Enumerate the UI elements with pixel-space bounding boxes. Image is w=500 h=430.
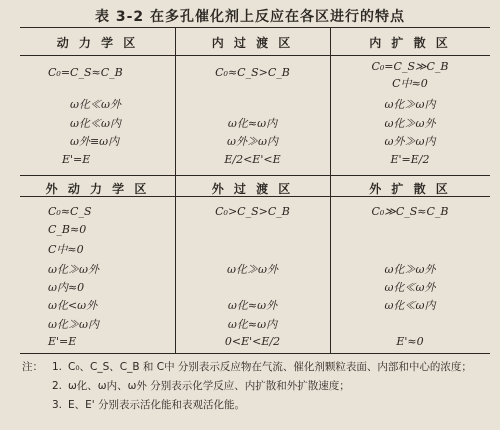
cell: E'=E/2 bbox=[390, 153, 430, 166]
cell: C中≈0 bbox=[48, 243, 84, 256]
note-prefix: 注： bbox=[22, 361, 43, 373]
cell: C₀≫C_S≈C_B bbox=[371, 205, 449, 218]
cell: ω外≫ω内 bbox=[227, 135, 278, 148]
cell: ω外≫ω内 bbox=[384, 135, 436, 148]
cell: C₀=C_S≈C_B bbox=[48, 66, 123, 79]
note-text: E、E' 分别表示活化能和表观活化能。 bbox=[68, 399, 245, 411]
cell: C中≈0 bbox=[392, 77, 428, 90]
cell: ω化<ω外 bbox=[48, 299, 98, 312]
cell: ω化≫ω外 bbox=[384, 263, 436, 276]
cell: ω化≪ω外 bbox=[384, 281, 436, 294]
cell: ω化≪ω外 bbox=[70, 98, 121, 111]
header-kinetic-zone: 动 力 学 区 bbox=[56, 36, 139, 50]
bottom-rule bbox=[20, 353, 490, 354]
cell: C₀>C_S>C_B bbox=[215, 205, 290, 218]
header-inner-diffusion-zone: 内 扩 散 区 bbox=[369, 36, 451, 50]
note-text: ω化、ω内、ω外 分别表示化学反应、内扩散和外扩散速度； bbox=[68, 380, 350, 392]
cell: 0<E'<E/2 bbox=[224, 335, 281, 348]
header-outer-kinetic-zone: 外 动 力 学 区 bbox=[45, 182, 150, 196]
header-outer-diffusion-zone: 外 扩 散 区 bbox=[369, 182, 451, 196]
cell: C₀=C_S≫C_B bbox=[371, 60, 449, 73]
header-rule-1 bbox=[20, 55, 490, 56]
table-title: 表 3-2 在多孔催化剂上反应在各区进行的特点 bbox=[94, 9, 406, 25]
section-divider bbox=[20, 175, 490, 176]
cell: ω化≈ω内 bbox=[227, 318, 278, 331]
cell: C_B≈0 bbox=[48, 223, 87, 236]
note-item bbox=[22, 396, 490, 415]
note-item bbox=[22, 358, 490, 377]
note-number: 2. bbox=[52, 380, 63, 392]
cell: ω化≈ω外 bbox=[227, 299, 278, 312]
note-number: 3. bbox=[52, 399, 63, 411]
table-notes bbox=[22, 358, 490, 415]
cell: ω外≡ω内 bbox=[70, 135, 120, 148]
cell: ω化≫ω内 bbox=[48, 318, 99, 331]
cell: ω化≫ω外 bbox=[384, 117, 436, 130]
cell: E'=E bbox=[62, 153, 91, 166]
cell: E/2<E'<E bbox=[224, 153, 281, 166]
cell: E'=E bbox=[48, 335, 77, 348]
cell: ω化≫ω外 bbox=[227, 263, 278, 276]
cell: ω化≪ω内 bbox=[70, 117, 121, 130]
cell: ω内≈0 bbox=[48, 281, 85, 294]
top-rule bbox=[20, 27, 490, 28]
cell: E'≈0 bbox=[396, 335, 424, 348]
cell: C₀≈C_S>C_B bbox=[215, 66, 290, 79]
cell: C₀≈C_S bbox=[48, 205, 92, 218]
cell: ω化≪ω内 bbox=[384, 299, 436, 312]
cell: ω化≫ω外 bbox=[48, 263, 99, 276]
note-item bbox=[22, 377, 490, 396]
cell: ω化≫ω内 bbox=[384, 98, 436, 111]
cell: ω化≈ω内 bbox=[227, 117, 278, 130]
note-number: 1. bbox=[52, 361, 63, 373]
note-text: C₀、C_S、C_B 和 C中 分别表示反应物在气流、催化剂颗粒表面、内部和中心的浓度； bbox=[68, 361, 472, 373]
header-outer-transition-zone: 外 过 渡 区 bbox=[211, 182, 294, 196]
header-inner-transition-zone: 内 过 渡 区 bbox=[211, 36, 294, 50]
